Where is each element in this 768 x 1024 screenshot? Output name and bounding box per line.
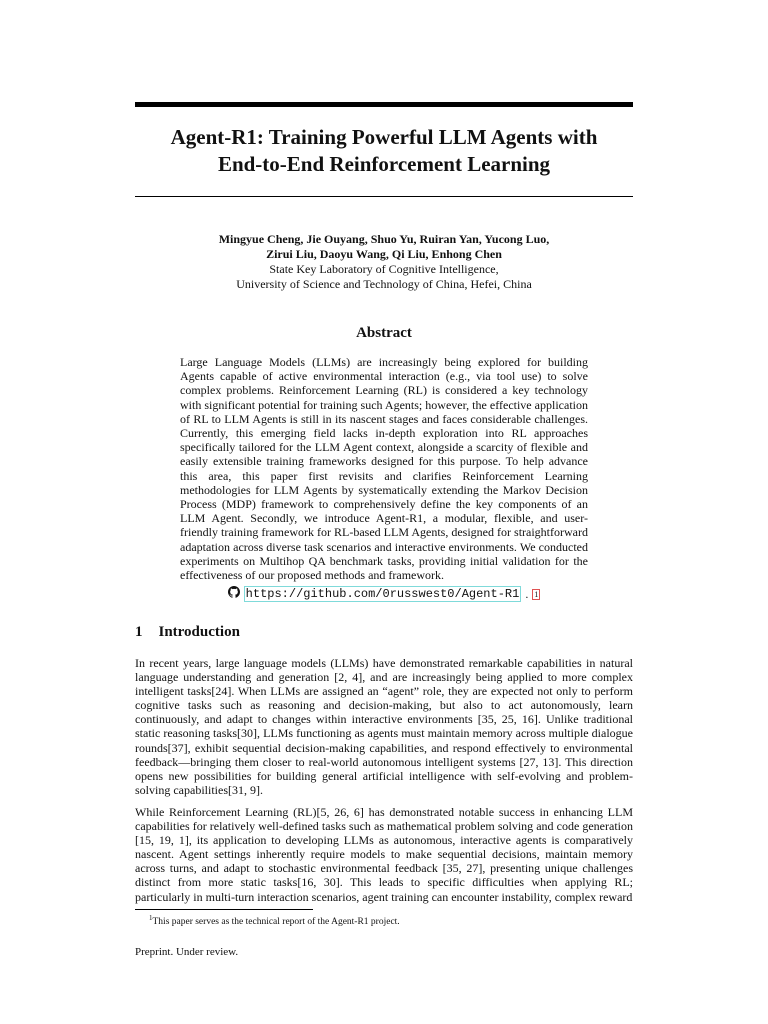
footnote-text: This paper serves as the technical report of the Agent-R1 project. — [152, 917, 400, 928]
preprint-notice: Preprint. Under review. — [135, 946, 239, 958]
abstract-heading: Abstract — [356, 325, 412, 341]
abstract-body: Large Language Models (LLMs) are increasingly being explored for building Agents capable of active environmental interaction (e.g., via tool use) to solve complex problems. Reinforcement Learning (RL) is considered a key technology with significant potential for training such Agents; however, the effective application of RL to LLM Agents is still in its nascent stages and faces considerable challenges. Currently, this emerging field lacks in-depth exploration into RL approaches specifically tailored for the LLM Agent context, alongside a scarcity of flexible and easily extensible training frameworks designed for this purpose. To help advance this area, this paper first revisits and clarifies Reinforcement Learning methodologies for LLM Agents by systematically extending the Markov Decision Process (MDP) framework to comprehensively define the key components of an LLM Agent. Secondly, we introduce Agent-R1, a modular, flexible, and user-friendly training framework for RL-based LLM Agents, designed for straightforward adaptation across diverse task scenarios and interactive environments. We conducted experiments on Multihop QA benchmark tasks, providing initial validation for the effectiveness of our proposed methods and framework. — [180, 355, 588, 583]
introduction-paragraph-2: While Reinforcement Learning (RL)[5, 26, 6] has demonstrated notable success in enhancing LLM capabilities for relatively well-defined tasks such as mathematical problem solving and code generation [15, 19, 1], its application to developing LLMs as autonomous, interactive agents is comparatively nascent. Agent settings inherently require models to make sequential decisions, maintain memory across turns, and adapt to stochastic environmental feedback [35, 27], presenting unique challenges distinct from more static tasks[16, 30]. This leads to specific difficulties when applying RL; particularly in multi-turn interaction scenarios, agent training can encounter instability, complex reward — [135, 805, 633, 904]
paper-title — [135, 124, 633, 178]
repository-link[interactable]: https://github.com/0russwest0/Agent-R1 — [245, 587, 520, 601]
repository-period: . — [525, 586, 529, 601]
footnote-link[interactable]: 1 — [534, 589, 539, 599]
title-bottom-rule — [135, 196, 633, 197]
section-number: 1 — [135, 624, 143, 640]
footnote-mark: 1 — [149, 914, 153, 922]
title-line-2: End-to-End Reinforcement Learning — [217, 152, 551, 176]
footnote — [149, 912, 400, 928]
title-top-rule — [135, 102, 633, 107]
github-icon — [228, 586, 240, 602]
affiliation-line-2: University of Science and Technology of China, Hefei, China — [236, 277, 532, 291]
section-title: Introduction — [158, 624, 240, 640]
section-heading-introduction — [135, 624, 240, 641]
title-line-1: Agent-R1: Training Powerful LLM Agents with — [170, 125, 598, 149]
author-block — [135, 232, 633, 292]
repository-line — [135, 586, 633, 602]
affiliation-line-1: State Key Laboratory of Cognitive Intelligence, — [269, 262, 499, 276]
authors-line-2: Zirui Liu, Daoyu Wang, Qi Liu, Enhong Chen — [266, 247, 502, 261]
authors-line-1: Mingyue Cheng, Jie Ouyang, Shuo Yu, Ruiran Yan, Yucong Luo, — [218, 232, 550, 246]
footnote-rule — [135, 909, 313, 910]
introduction-paragraph-1: In recent years, large language models (LLMs) have demonstrated remarkable capabilities in natural language understanding and generation [2, 4], and are increasingly being applied to more complex intelligent tasks[24]. When LLMs are assigned an “agent” role, they are expected not only to perform cognitive tasks such as reasoning and decision-making, but also to act autonomously, learn continuously, and adapt to changes within interactive environments [35, 25, 16]. Unlike traditional static reasoning tasks[30], LLMs functioning as agents must maintain memory across multiple dialogue rounds[37], exhibit sequential decision-making capabilities, and respond effectively to environmental feedback—bringing them closer to real-world autonomous intelligent systems [27, 13]. This direction opens new possibilities for building general artificial intelligence with self-evolving and problem-solving capabilities[31, 9]. — [135, 656, 633, 797]
